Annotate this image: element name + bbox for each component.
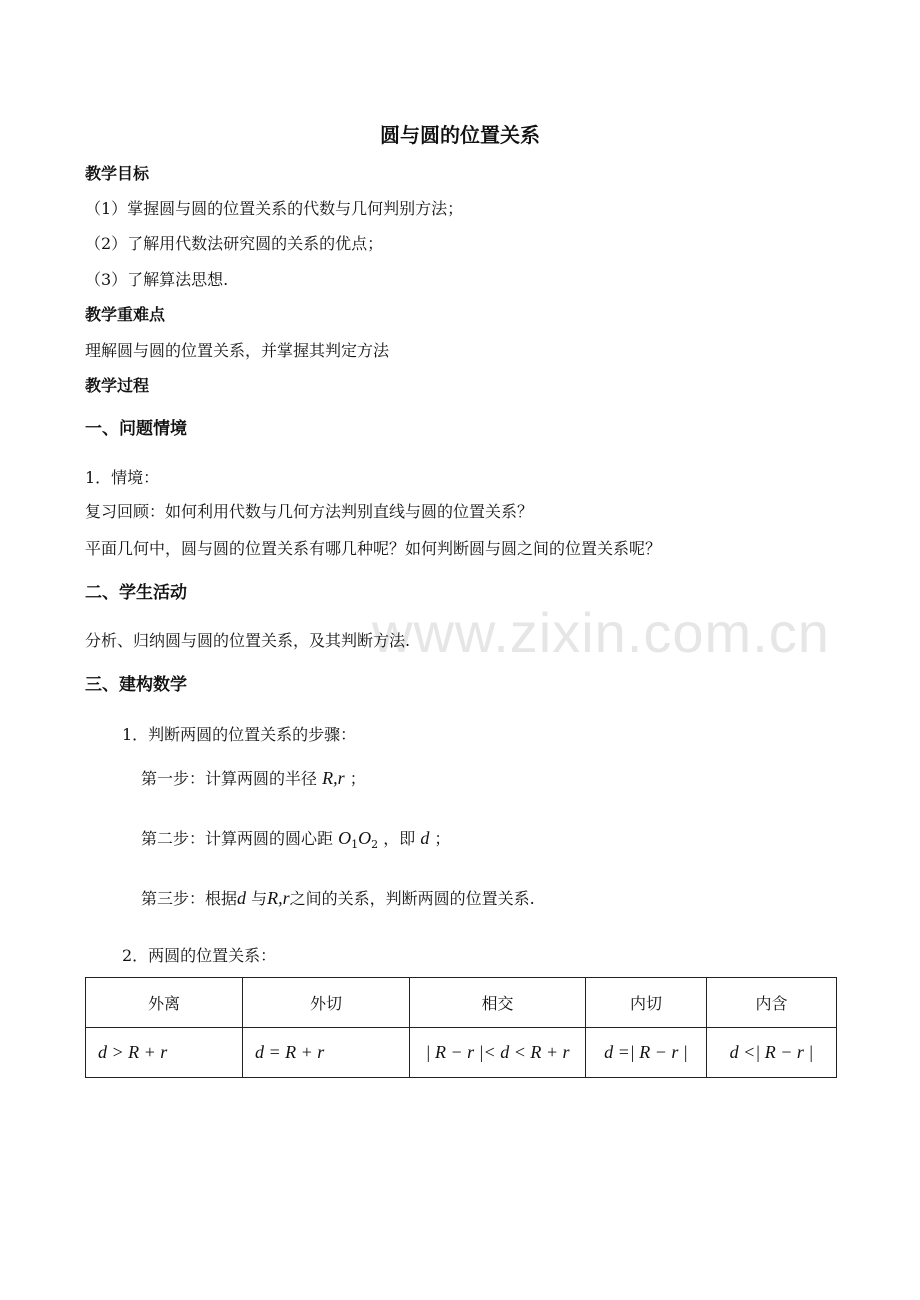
header-cell-external-tangent: 外切 <box>243 978 410 1028</box>
step-2-suffix: ； <box>434 829 451 848</box>
step-3-math2: R,r <box>267 888 290 908</box>
part3-item2: 2．两圆的位置关系： <box>122 946 277 965</box>
page-title: 圆与圆的位置关系 <box>380 123 540 147</box>
formula-cell-4 <box>586 1028 707 1078</box>
formula-cell-1 <box>86 1028 243 1078</box>
goal-item-3: （3）了解算法思想. <box>85 270 229 289</box>
part3-item1: 1．判断两圆的位置关系的步骤： <box>122 725 357 744</box>
step-1 <box>141 766 366 789</box>
key-text: 理解圆与圆的位置关系，并掌握其判定方法 <box>85 341 390 360</box>
step-2-sub1: 1 <box>351 838 359 851</box>
table-header-row <box>86 978 837 1028</box>
watermark: www.zixin.com.cn <box>372 601 830 664</box>
formula-4: d =| R − r | <box>604 1042 688 1062</box>
formula-1: d > R + r <box>98 1042 168 1062</box>
header-cell-contain: 内含 <box>707 978 837 1028</box>
step-2-mid: ，即 <box>383 829 416 848</box>
step-2-o2: O <box>358 828 372 848</box>
step-1-prefix: 第一步：计算两圆的半径 <box>141 769 318 788</box>
step-3-math1: d <box>237 888 247 908</box>
step-1-suffix: ； <box>349 769 366 788</box>
step-3-suffix: 之间的关系，判断两圆的位置关系. <box>289 889 535 908</box>
formula-cell-3 <box>410 1028 586 1078</box>
step-3 <box>141 886 535 909</box>
part2-heading: 二、学生活动 <box>85 583 187 603</box>
relation-table <box>85 977 837 1078</box>
part1-item: 1．情境： <box>85 468 160 487</box>
goal-item-2: （2）了解用代数法研究圆的关系的优点； <box>85 234 384 253</box>
step-3-mid1: 与 <box>251 889 268 908</box>
formula-cell-2 <box>243 1028 410 1078</box>
goal-item-1: （1）掌握圆与圆的位置关系的代数与几何判别方法； <box>85 199 464 218</box>
header-cell-internal-tangent: 内切 <box>586 978 707 1028</box>
step-3-prefix: 第三步：根据 <box>141 889 238 908</box>
header-cell-intersect: 相交 <box>410 978 586 1028</box>
step-2-o1: O <box>338 828 352 848</box>
part1-line-1: 复习回顾：如何利用代数与几何方法判别直线与圆的位置关系？ <box>85 502 534 521</box>
formula-5: d <| R − r | <box>729 1042 814 1062</box>
part2-text: 分析、归纳圆与圆的位置关系，及其判断方法. <box>85 631 411 650</box>
part3-heading: 三、建构数学 <box>85 675 187 695</box>
key-heading: 教学重难点 <box>85 305 166 324</box>
formula-2: d = R + r <box>255 1042 325 1062</box>
step-2-prefix: 第二步：计算两圆的圆心距 <box>141 829 334 848</box>
step-2 <box>141 826 450 849</box>
table-row <box>86 1028 837 1078</box>
part1-line-2: 平面几何中，圆与圆的位置关系有哪几种呢？如何判断圆与圆之间的位置关系呢？ <box>85 539 662 558</box>
formula-cell-5 <box>707 1028 837 1078</box>
step-2-sub2: 2 <box>371 838 379 851</box>
header-cell-separate: 外离 <box>86 978 243 1028</box>
step-2-math: d <box>420 828 430 848</box>
goals-heading: 教学目标 <box>85 164 150 183</box>
part1-heading: 一、问题情境 <box>85 419 187 439</box>
formula-3: | R − r |< d < R + r <box>425 1042 570 1062</box>
process-heading: 教学过程 <box>85 376 150 395</box>
step-1-math: R,r <box>322 768 345 788</box>
